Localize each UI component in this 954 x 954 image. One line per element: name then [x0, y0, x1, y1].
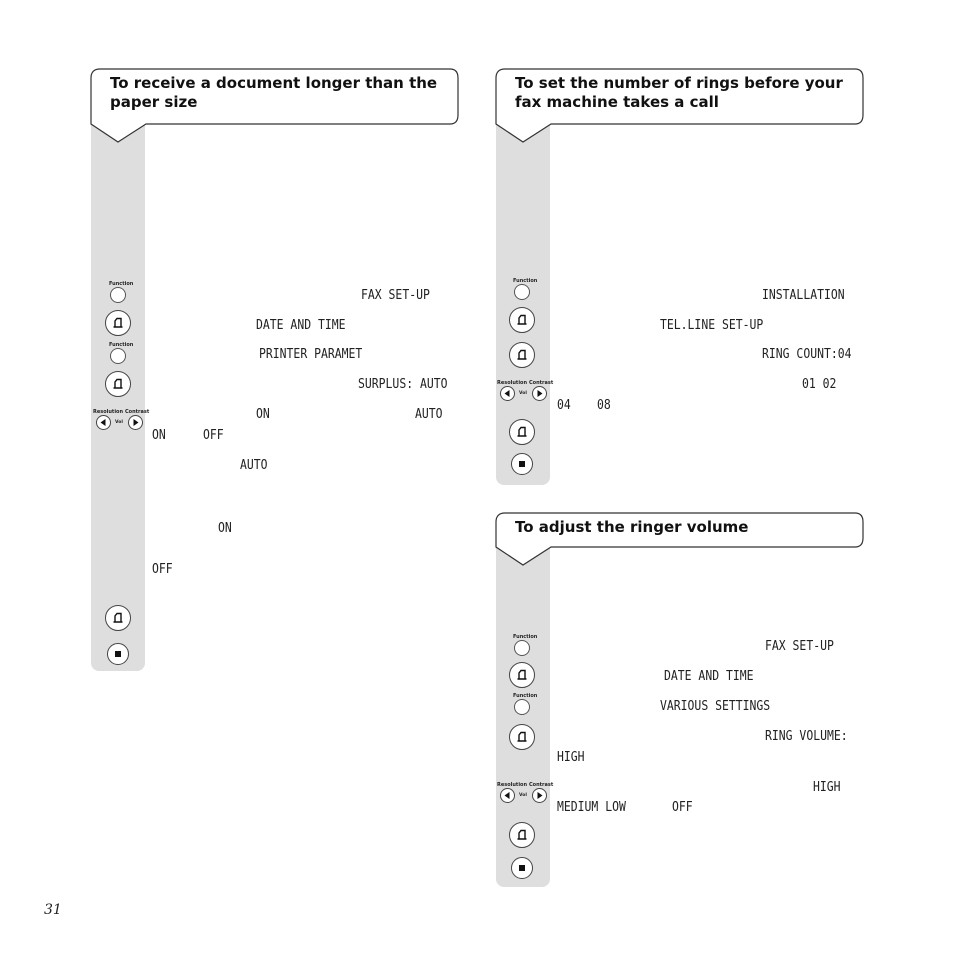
- lcd-text: OFF: [152, 562, 173, 577]
- start-copy-button[interactable]: [509, 307, 535, 333]
- lcd-text: AUTO: [240, 458, 268, 473]
- lcd-text: FAX SET-UP: [361, 288, 430, 303]
- lcd-text: 04: [557, 398, 571, 413]
- start-copy-button[interactable]: [105, 605, 131, 631]
- resolution-label: Resolution: [497, 782, 528, 788]
- function-button[interactable]: [514, 699, 530, 715]
- function-button[interactable]: [514, 640, 530, 656]
- start-copy-button[interactable]: [105, 371, 131, 397]
- function-label: Function: [513, 278, 538, 284]
- arrow-right-icon: [533, 789, 546, 802]
- vol-label: Vol: [519, 391, 527, 396]
- lcd-text: OFF: [203, 428, 224, 443]
- stop-icon: [512, 858, 532, 878]
- copy-start-icon: [106, 311, 130, 335]
- stop-button[interactable]: [511, 453, 533, 475]
- contrast-label: Contrast: [529, 380, 554, 386]
- function-label: Function: [109, 342, 134, 348]
- section-title-volume: To adjust the ringer volume: [515, 518, 749, 536]
- section-header-rings: [495, 68, 865, 144]
- resolution-left-button[interactable]: [96, 415, 111, 430]
- arrow-left-icon: [97, 416, 110, 429]
- start-copy-button[interactable]: [105, 310, 131, 336]
- contrast-label: Contrast: [529, 782, 554, 788]
- section-title-paper: To receive a document longer than the paper size: [110, 74, 438, 111]
- lcd-text: DATE AND TIME: [256, 318, 346, 333]
- section-header-paper: [90, 68, 460, 144]
- arrow-left-icon: [501, 789, 514, 802]
- lcd-text: INSTALLATION: [762, 288, 845, 303]
- vol-label: Vol: [115, 420, 123, 425]
- lcd-text: TEL.LINE SET-UP: [660, 318, 764, 333]
- resolution-left-button[interactable]: [500, 788, 515, 803]
- lcd-text: PRINTER PARAMET: [259, 347, 363, 362]
- function-button[interactable]: [514, 284, 530, 300]
- stop-button[interactable]: [511, 857, 533, 879]
- copy-start-icon: [510, 663, 534, 687]
- lcd-text: SURPLUS: AUTO: [358, 377, 448, 392]
- lcd-text: RING VOLUME:: [765, 729, 848, 744]
- function-button[interactable]: [110, 287, 126, 303]
- lcd-text: DATE AND TIME: [664, 669, 754, 684]
- start-copy-button[interactable]: [509, 662, 535, 688]
- resolution-label: Resolution: [93, 409, 124, 415]
- lcd-text: ON: [152, 428, 166, 443]
- contrast-right-button[interactable]: [128, 415, 143, 430]
- lcd-text: OFF: [672, 800, 693, 815]
- function-button[interactable]: [110, 348, 126, 364]
- lcd-text: HIGH: [557, 750, 585, 765]
- contrast-label: Contrast: [125, 409, 150, 415]
- stop-icon: [108, 644, 128, 664]
- resolution-left-button[interactable]: [500, 386, 515, 401]
- lcd-text: 01 02: [802, 377, 837, 392]
- stop-button[interactable]: [107, 643, 129, 665]
- copy-start-icon: [510, 343, 534, 367]
- contrast-right-button[interactable]: [532, 788, 547, 803]
- function-label: Function: [109, 281, 134, 287]
- button-strip-paper: [91, 124, 145, 671]
- start-copy-button[interactable]: [509, 342, 535, 368]
- copy-start-icon: [510, 725, 534, 749]
- copy-start-icon: [510, 308, 534, 332]
- function-label: Function: [513, 693, 538, 699]
- contrast-right-button[interactable]: [532, 386, 547, 401]
- arrow-right-icon: [129, 416, 142, 429]
- copy-start-icon: [510, 823, 534, 847]
- copy-start-icon: [106, 372, 130, 396]
- start-copy-button[interactable]: [509, 724, 535, 750]
- arrow-left-icon: [501, 387, 514, 400]
- start-copy-button[interactable]: [509, 822, 535, 848]
- section-header-volume: [495, 512, 865, 568]
- resolution-label: Resolution: [497, 380, 528, 386]
- copy-start-icon: [510, 420, 534, 444]
- vol-label: Vol: [519, 793, 527, 798]
- stop-icon: [512, 454, 532, 474]
- start-copy-button[interactable]: [509, 419, 535, 445]
- function-label: Function: [513, 634, 538, 640]
- lcd-text: VARIOUS SETTINGS: [660, 699, 771, 714]
- lcd-text: ON: [218, 521, 232, 536]
- lcd-text: HIGH: [813, 780, 841, 795]
- section-title-rings: To set the number of rings before your fax machine takes a call: [515, 74, 843, 111]
- arrow-right-icon: [533, 387, 546, 400]
- lcd-text: RING COUNT:04: [762, 347, 852, 362]
- lcd-text: 08: [597, 398, 611, 413]
- copy-start-icon: [106, 606, 130, 630]
- lcd-text: FAX SET-UP: [765, 639, 834, 654]
- lcd-text: MEDIUM LOW: [557, 800, 626, 815]
- page-number: 31: [44, 902, 62, 918]
- lcd-text: AUTO: [415, 407, 443, 422]
- lcd-text: ON: [256, 407, 270, 422]
